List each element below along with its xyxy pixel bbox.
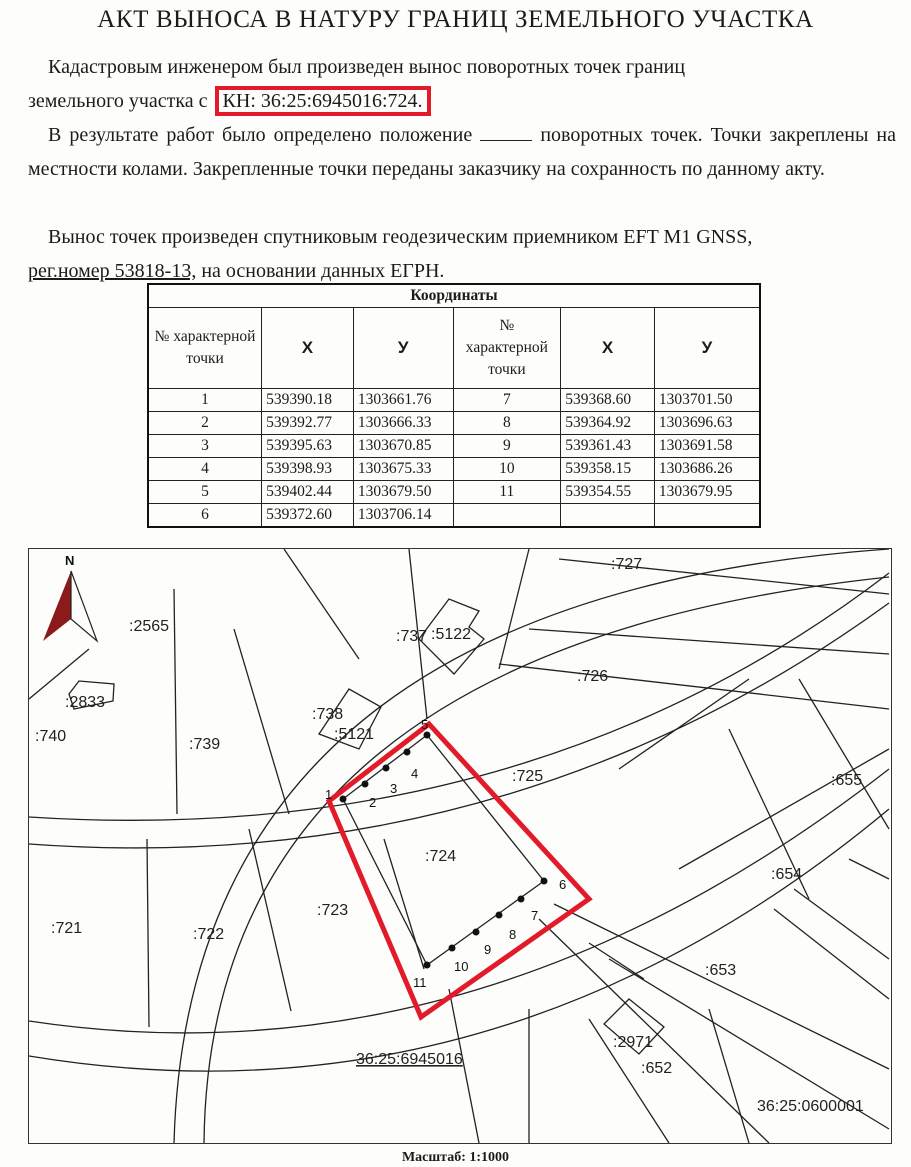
street-arc-1	[29, 573, 889, 820]
paragraph-2	[28, 118, 896, 186]
label-738: :738	[312, 706, 344, 723]
paragraph-2-start: В результате работ было определено положение	[48, 124, 473, 146]
label-5122: :5122	[431, 626, 472, 643]
column-x-right: Х	[561, 308, 655, 389]
coord-y: 1303686.26	[654, 458, 760, 481]
cadastral-number: КН: 36:25:6945016:724.	[215, 86, 431, 116]
coord-y: 1303691.58	[654, 435, 760, 458]
label-721: :721	[51, 920, 83, 937]
column-y-left: У	[353, 308, 453, 389]
coord-y: 1303679.95	[654, 481, 760, 504]
coord-x: 539372.60	[262, 504, 354, 528]
column-y-right: У	[654, 308, 760, 389]
coord-y: 1303670.85	[353, 435, 453, 458]
table-row	[148, 458, 760, 481]
quarter-label-2: 36:25:0600001	[757, 1098, 864, 1115]
registration-number: рег.номер 53818-13,	[28, 260, 197, 282]
map-scale: Масштаб: 1:1000	[401, 1150, 510, 1165]
coordinates-table	[147, 283, 761, 528]
point-label: 4	[411, 766, 419, 781]
point-label: 10	[454, 959, 469, 974]
table-row	[148, 435, 760, 458]
coord-y: 1303706.14	[353, 504, 453, 528]
point-number: 6	[148, 504, 262, 528]
coord-y: 1303679.50	[353, 481, 453, 504]
column-number-left: № характерной точки	[148, 308, 262, 389]
coord-x: 539358.15	[561, 458, 655, 481]
coord-x: 539368.60	[561, 389, 655, 412]
point-number: 2	[148, 412, 262, 435]
table-row	[148, 481, 760, 504]
point-number: 11	[453, 481, 561, 504]
quarter-label: 36:25:6945016	[356, 1051, 463, 1068]
point-label: 1	[325, 787, 333, 802]
point-label: 5	[421, 717, 429, 732]
coord-x: 539402.44	[262, 481, 354, 504]
point-label: 11	[413, 975, 427, 990]
north-arrow-icon	[43, 553, 97, 641]
coord-x: 539361.43	[561, 435, 655, 458]
point-number: 9	[453, 435, 561, 458]
paragraph-1-line-2: земельного участка с	[28, 90, 208, 112]
point-number: 1	[148, 389, 262, 412]
label-725: :725	[512, 768, 544, 785]
label-724: :724	[425, 848, 457, 865]
label-723: :723	[317, 902, 349, 919]
blank-field	[480, 140, 532, 141]
coord-x: 539392.77	[262, 412, 354, 435]
label-655: :655	[831, 772, 863, 789]
paragraph-3-end: на основании данных ЕГРН.	[201, 260, 445, 282]
label-726: :726	[577, 668, 609, 685]
paragraph-2-end: поворотных точек. Точки закреплены на местности колами. Закрепленные точки переданы заказчику на сохранность по данному акту.	[28, 124, 897, 180]
coord-y: 1303701.50	[654, 389, 760, 412]
table-row	[148, 504, 760, 528]
point-label: 3	[390, 781, 398, 796]
point-number: 3	[148, 435, 262, 458]
label-737: :737	[396, 628, 428, 645]
coord-x: 539364.92	[561, 412, 655, 435]
label-653: :653	[705, 962, 737, 979]
coord-y	[654, 504, 760, 528]
paragraph-3	[28, 220, 896, 288]
table-row	[148, 389, 760, 412]
point-label: 7	[531, 908, 539, 923]
coord-y: 1303661.76	[353, 389, 453, 412]
point-number: 4	[148, 458, 262, 481]
coord-y: 1303696.63	[654, 412, 760, 435]
coord-x: 539398.93	[262, 458, 354, 481]
column-x-left: Х	[262, 308, 354, 389]
point-label: 8	[509, 927, 517, 942]
label-2971: :2971	[613, 1034, 654, 1051]
point-number: 8	[453, 412, 561, 435]
label-654: :654	[771, 866, 803, 883]
coord-x	[561, 504, 655, 528]
paragraph-1	[28, 50, 896, 118]
map-drawing	[29, 549, 891, 1143]
outer-ring-arc	[204, 577, 889, 1143]
document-title: АКТ ВЫНОСА В НАТУРУ ГРАНИЦ ЗЕМЕЛЬНОГО УЧАСТКА	[97, 6, 814, 33]
point-number: 7	[453, 389, 561, 412]
point-number: 5	[148, 481, 262, 504]
point-number	[453, 504, 561, 528]
point-number: 10	[453, 458, 561, 481]
cadastral-map	[28, 548, 892, 1144]
label-739: :739	[189, 736, 221, 753]
label-652: :652	[641, 1060, 673, 1077]
coord-y: 1303666.33	[353, 412, 453, 435]
column-number-right: № характерной точки	[453, 308, 561, 389]
table-row	[148, 412, 760, 435]
label-727: :727	[611, 556, 643, 573]
north-label: N	[65, 553, 75, 568]
coord-x: 539354.55	[561, 481, 655, 504]
paragraph-1-line-1: Кадастровым инженером был произведен вынос поворотных точек границ	[48, 56, 686, 78]
label-722: :722	[193, 926, 225, 943]
label-2833: :2833	[65, 694, 106, 711]
point-label: 9	[484, 942, 492, 957]
label-2565: :2565	[129, 618, 170, 635]
label-740: :740	[35, 728, 67, 745]
coord-x: 539390.18	[262, 389, 354, 412]
label-5121: :5121	[334, 726, 375, 743]
coord-x: 539395.63	[262, 435, 354, 458]
coord-y: 1303675.33	[353, 458, 453, 481]
paragraph-3-line-1: Вынос точек произведен спутниковым геодезическим приемником EFT M1 GNSS,	[48, 226, 753, 248]
point-label: 2	[369, 795, 377, 810]
point-label: 6	[559, 877, 567, 892]
table-header: Координаты	[148, 284, 760, 308]
